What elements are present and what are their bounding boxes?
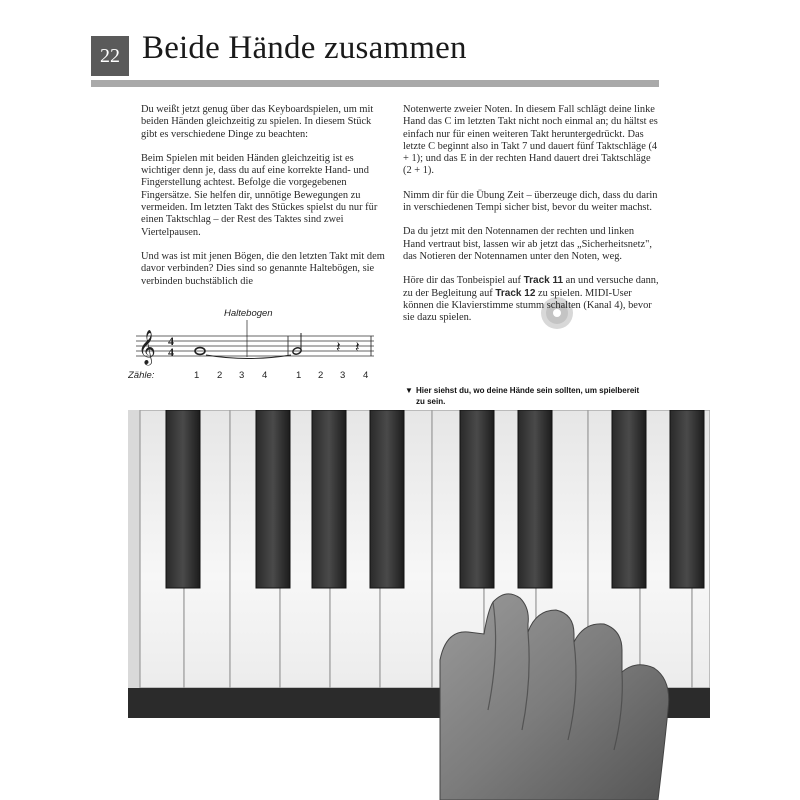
page-title: Beide Hände zusammen — [142, 30, 467, 66]
track-text-b: an und versuche dann, zu der Begleitung auf — [403, 275, 659, 299]
track-text-a: Höre dir das Tonbeispiel auf — [403, 275, 524, 287]
right-paragraph-4 — [403, 275, 659, 324]
black-key — [166, 410, 200, 588]
tie-arc — [206, 355, 291, 359]
quarter-rest-icon: 𝄽 — [336, 338, 341, 356]
count-number: 2 — [217, 370, 223, 381]
count-number: 1 — [194, 370, 200, 381]
black-key — [370, 410, 404, 588]
track-text-c: zu spielen. MIDI-User können die Klavierstimme stumm schalten (Kanal 4), bevor sie dazu spielen. — [403, 287, 652, 324]
count-number: 3 — [340, 370, 346, 381]
page-number: 22 — [91, 36, 129, 76]
treble-clef-icon: 𝄞 — [138, 330, 156, 365]
black-key — [460, 410, 494, 588]
music-notation — [128, 304, 388, 384]
black-key — [518, 410, 552, 588]
black-key — [312, 410, 346, 588]
right-column — [403, 104, 659, 336]
keyboard-photo — [128, 410, 710, 800]
black-key — [612, 410, 646, 588]
count-number: 4 — [262, 370, 268, 381]
right-paragraph-2: Nimm dir für die Übung Zeit – überzeuge dich, dass du darin in verschiedenen Tempi sicher bist, bevor du weiter machst. — [403, 189, 658, 214]
photo-caption — [405, 385, 645, 407]
count-number: 4 — [363, 370, 369, 381]
right-paragraph-3: Da du jetzt mit den Notennamen der rechten und linken Hand vertraut bist, lassen wir ab jetzt das „Sicherheitsnetz", das Notieren der Notennamen unter den Noten, weg. — [403, 226, 652, 262]
title-underline — [91, 80, 659, 87]
quarter-rest-icon: 𝄽 — [355, 338, 360, 356]
black-key — [256, 410, 290, 588]
photo-caption-text: Hier siehst du, wo deine Hände sein sollten, um spielbereit zu sein. — [416, 386, 640, 406]
left-paragraph-2: Beim Spielen mit beiden Händen gleichzeitig ist es wichtiger denn je, dass du auf eine korrekte Hand- und Fingerstellung achtest. Befolge die vorgegebenen Fingersätze. Sie helfen dir, unnötige Bewegungen zu vermeiden. Im letzten Takt des Stückes spielst du nur für einen Taktschlag – der Rest des Taktes sind zwei Viertelpausen. — [141, 152, 378, 238]
down-triangle-icon: ▼ — [405, 386, 413, 395]
tie-label: Haltebogen — [224, 308, 273, 319]
track-11-label: Track 11 — [523, 275, 564, 287]
left-paragraph-3: Und was ist mit jenen Bögen, die den letzten Takt mit dem davor verbinden? Dies sind so genannte Haltebögen, sie verbinden buchstäblich die — [141, 250, 385, 287]
track-12-label: Track 12 — [495, 287, 536, 299]
count-number: 2 — [318, 370, 324, 381]
left-column — [141, 104, 387, 300]
black-key — [670, 410, 704, 588]
count-number: 3 — [239, 370, 245, 381]
time-signature-top: 4 — [168, 334, 174, 348]
count-number: 1 — [296, 370, 302, 381]
time-signature-bottom: 4 — [168, 345, 174, 359]
left-paragraph-1: Du weißt jetzt genug über das Keyboardspielen, um mit beiden Händen gleichzeitig zu spielen. In diesem Stück gibt es verschiedene Dinge zu beachten: — [141, 104, 374, 140]
right-paragraph-1: Notenwerte zweier Noten. In diesem Fall schlägt deine linke Hand das C im letzten Takt nicht noch einmal an; du hältst es einfach nur für einen weiteren Takt heruntergedrückt. Das letzte C beginnt also in Takt 7 und dauert fünf Taktschläge (4 + 1); und das E in der rechten Hand dauert drei Taktschläge (2 + 1). — [403, 104, 658, 177]
count-label: Zähle: — [128, 370, 155, 381]
